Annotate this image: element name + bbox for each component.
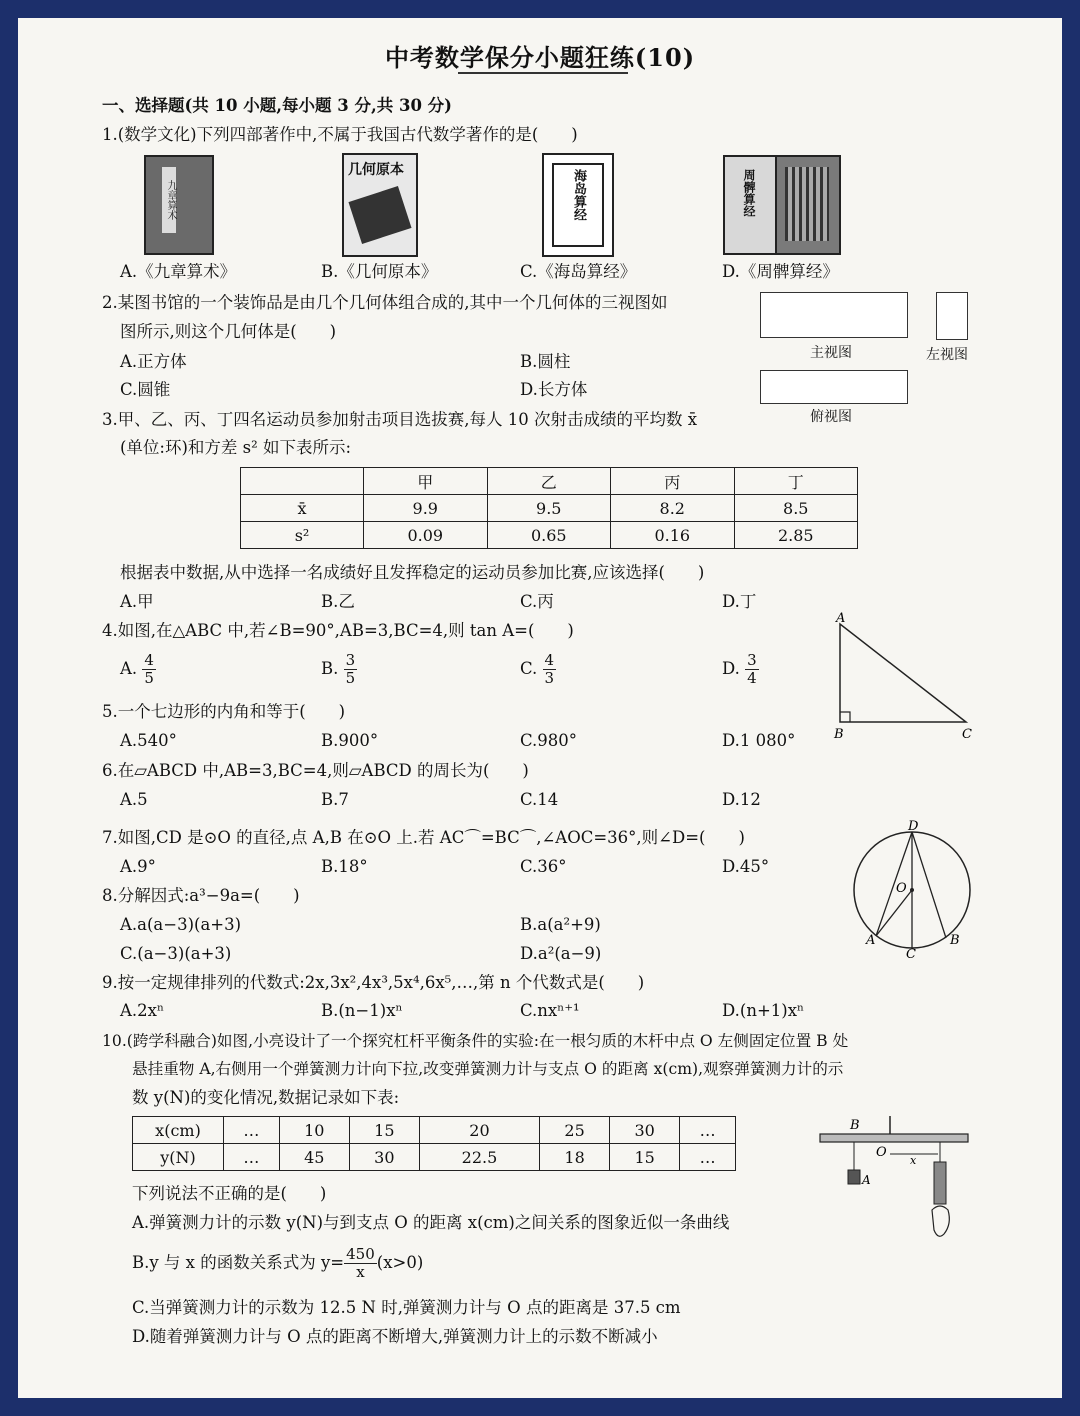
lever-bar: [820, 1134, 968, 1142]
q6-stem: 6.在▱ABCD 中,AB=3,BC=4,则▱ABCD 的周长为( ): [102, 761, 529, 780]
circ-label-c: C: [906, 947, 916, 960]
q10-after: 下列说法不正确的是( ): [132, 1184, 327, 1203]
cover-c-title: 海岛算经: [571, 169, 586, 221]
radius-oa: [876, 890, 912, 936]
q5-option-b: B.900°: [321, 731, 379, 750]
q9-option-c: C.nxⁿ⁺¹: [520, 1001, 580, 1020]
q4-b-label: B.: [321, 659, 339, 678]
q10-y-cell: …: [224, 1144, 280, 1171]
q10-b-post: (x>0): [376, 1253, 424, 1272]
q10-line3: 数 y(N)的变化情况,数据记录如下表:: [132, 1088, 400, 1107]
q10-b-fraction: [344, 1246, 377, 1281]
table-row: [133, 1117, 736, 1144]
q10-x-cell: …: [224, 1117, 280, 1144]
q5-stem: 5.一个七边形的内角和等于( ): [102, 702, 346, 721]
q10-y-cell: 22.5: [419, 1144, 539, 1171]
q10-line1: 10.(跨学科融合)如图,小亮设计了一个探究杠杆平衡条件的实验:在一根匀质的木杆中点 O 左侧固定位置 B 处: [102, 1032, 849, 1050]
q2-option-b: B.圆柱: [520, 352, 571, 371]
q4-option-c: [520, 652, 556, 687]
cover-b-art: [348, 186, 411, 244]
q3-line2: (单位:环)和方差 s² 如下表所示:: [120, 438, 352, 457]
q4-b-num: 3: [345, 651, 356, 669]
q10-option-a: A.弹簧测力计的示数 y(N)与到支点 O 的距离 x(cm)之间关系的图象近似一条曲线: [132, 1213, 730, 1232]
q10-data-table: [132, 1116, 736, 1171]
q10-option-b: [132, 1246, 423, 1281]
lever-label-x: x: [910, 1154, 917, 1167]
q10-b-num: 450: [346, 1245, 375, 1263]
spring-scale: [934, 1162, 946, 1204]
q6-option-d: D.12: [722, 790, 761, 809]
q2-line2: 图所示,则这个几何体是( ): [120, 322, 337, 341]
cover-d-text-lines: [785, 167, 829, 241]
table-row: [241, 522, 858, 549]
q3-var-bing: 0.16: [611, 522, 735, 549]
q5-option-d: D.1 080°: [722, 731, 796, 750]
q1-option-a: A.《九章算术》: [120, 262, 237, 281]
q4-c-den: 3: [544, 669, 555, 687]
tri-label-c: C: [962, 727, 972, 742]
q8-option-b: B.a(a²+9): [520, 915, 601, 934]
q10-option-d: D.随着弹簧测力计与 O 点的距离不断增大,弹簧测力计上的示数不断减小: [132, 1327, 658, 1346]
q4-c-label: C.: [520, 659, 538, 678]
q3-option-a: A.甲: [120, 592, 154, 611]
q3-option-c: C.丙: [520, 592, 554, 611]
q3-th-ding: 丁: [734, 468, 858, 495]
q4-stem: 4.如图,在△ABC 中,若∠B=90°,AB=3,BC=4,则 tan A=( ): [102, 621, 574, 640]
q8-option-a: A.a(a−3)(a+3): [120, 915, 242, 934]
q10-x-header: x(cm): [133, 1117, 224, 1144]
q10-y-cell: 45: [279, 1144, 349, 1171]
section-header: 一、选择题(共 10 小题,每小题 3 分,共 30 分): [102, 96, 452, 115]
q5-option-a: A.540°: [120, 731, 177, 750]
tri-label-b: B: [834, 727, 844, 742]
q3-table-header: [241, 468, 858, 495]
hand-pulling: [932, 1206, 949, 1236]
q10-line2: 悬挂重物 A,右侧用一个弹簧测力计向下拉,改变弹簧测力计与支点 O 的距离 x(cm),观察弹簧测力计的示: [132, 1060, 844, 1078]
q9-option-b: B.(n−1)xⁿ: [321, 1001, 403, 1020]
circ-label-b: B: [950, 933, 960, 948]
q6-option-a: A.5: [120, 790, 148, 809]
q5-option-c: C.980°: [520, 731, 578, 750]
q1-option-b: B.《几何原本》: [321, 262, 438, 281]
weight-a: [848, 1170, 860, 1184]
q3-score-table: [240, 467, 858, 549]
q1-option-c: C.《海岛算经》: [520, 262, 637, 281]
q8-option-d: D.a²(a−9): [520, 944, 602, 963]
cover-b-title: 几何原本: [348, 162, 404, 178]
q4-b-den: 5: [345, 669, 356, 687]
q9-option-d: D.(n+1)xⁿ: [722, 1001, 805, 1020]
q10-x-cell: 30: [610, 1117, 680, 1144]
left-view-rect: [936, 292, 968, 340]
lever-label-b: B: [850, 1118, 860, 1133]
q7-option-c: C.36°: [520, 857, 567, 876]
q8-option-c: C.(a−3)(a+3): [120, 944, 232, 963]
q10-y-cell: …: [680, 1144, 736, 1171]
q3-th-bing: 丙: [611, 468, 735, 495]
q10-x-cell: 15: [349, 1117, 419, 1144]
title-underline: [458, 72, 628, 74]
q3-row-mean-label: x̄: [241, 495, 364, 522]
q4-d-num: 3: [747, 651, 757, 669]
tri-label-a: A: [836, 612, 846, 626]
q10-b-pre: B.y 与 x 的函数关系式为 y=: [132, 1253, 345, 1272]
q10-x-cell: 25: [540, 1117, 610, 1144]
lever-label-a: A: [862, 1173, 871, 1187]
lever-figure: [814, 1114, 974, 1254]
triangle-abc: [840, 624, 966, 722]
q3-line1: 3.甲、乙、丙、丁四名运动员参加射击项目选拔赛,每人 10 次射击成绩的平均数 x̄: [102, 410, 698, 429]
q6-option-c: C.14: [520, 790, 559, 809]
q3-option-b: B.乙: [321, 592, 355, 611]
q10-y-cell: 18: [540, 1144, 610, 1171]
q3-row-var-label: s²: [241, 522, 364, 549]
q3-mean-yi: 9.5: [487, 495, 611, 522]
top-view-rect: [760, 370, 908, 404]
exam-page: [18, 18, 1062, 1398]
q10-y-cell: 30: [349, 1144, 419, 1171]
book-cover-a: [144, 155, 214, 255]
circ-label-d: D: [908, 820, 919, 834]
q10-x-cell: …: [680, 1117, 736, 1144]
q3-var-jia: 0.09: [364, 522, 488, 549]
q4-d-label: D.: [722, 659, 740, 678]
q7-stem: 7.如图,CD 是⊙O 的直径,点 A,B 在⊙O 上.若 AC⌒=BC⌒,∠AOC=36°,则∠D=( ): [102, 828, 745, 847]
front-view-label: 主视图: [810, 345, 852, 361]
q3-th-blank: [241, 468, 364, 495]
q4-option-b: [321, 652, 357, 687]
q8-stem: 8.分解因式:a³−9a=( ): [102, 886, 300, 905]
table-row: [133, 1144, 736, 1171]
q1-stem: 1.(数学文化)下列四部著作中,不属于我国古代数学著作的是( ): [102, 125, 578, 144]
q7-option-d: D.45°: [722, 857, 770, 876]
q10-b-den: x: [356, 1263, 365, 1281]
q10-y-cell: 15: [610, 1144, 680, 1171]
q7-option-a: A.9°: [120, 857, 156, 876]
q4-a-label: A.: [120, 659, 138, 678]
circle-o-figure: [846, 820, 980, 960]
right-angle-mark: [840, 712, 850, 722]
lever-label-o: O: [876, 1145, 887, 1160]
q10-option-c: C.当弹簧测力计的示数为 12.5 N 时,弹簧测力计与 O 点的距离是 37.5 cm: [132, 1298, 681, 1317]
q10-x-cell: 10: [279, 1117, 349, 1144]
q2-option-c: C.圆锥: [120, 380, 171, 399]
circ-label-o: O: [896, 881, 907, 896]
book-cover-d-open: [775, 155, 841, 255]
q3-th-yi: 乙: [487, 468, 611, 495]
q4-d-den: 4: [747, 669, 757, 687]
q4-a-den: 5: [144, 669, 154, 687]
left-view-label: 左视图: [926, 347, 968, 363]
q10-y-header: y(N): [133, 1144, 224, 1171]
book-cover-d: [723, 155, 779, 255]
q4-a-fraction: [142, 652, 156, 687]
q3-mean-jia: 9.9: [364, 495, 488, 522]
q4-option-d: [722, 652, 759, 687]
q4-d-fraction: [745, 652, 759, 687]
chord-db: [912, 832, 946, 938]
center-o-dot: [910, 888, 914, 892]
table-row: [241, 495, 858, 522]
q3-th-jia: 甲: [364, 468, 488, 495]
q3-var-ding: 2.85: [734, 522, 858, 549]
q3-mean-bing: 8.2: [611, 495, 735, 522]
q3-var-yi: 0.65: [487, 522, 611, 549]
cover-a-title: 九章算术: [162, 167, 176, 233]
cover-d-title: 周髀算经: [742, 169, 756, 217]
top-view-label: 俯视图: [810, 409, 852, 425]
triangle-abc-figure: [824, 612, 984, 742]
circ-label-a: A: [866, 933, 876, 948]
q3-after: 根据表中数据,从中选择一名成绩好且发挥稳定的运动员参加比赛,应该选择( ): [120, 563, 705, 582]
q9-stem: 9.按一定规律排列的代数式:2x,3x²,4x³,5x⁴,6x⁵,…,第 n 个代数式是( ): [102, 973, 645, 992]
q2-line1: 2.某图书馆的一个装饰品是由几个几何体组合成的,其中一个几何体的三视图如: [102, 293, 668, 312]
q4-option-a: [120, 652, 156, 687]
q3-mean-ding: 8.5: [734, 495, 858, 522]
q1-option-d: D.《周髀算经》: [722, 262, 839, 281]
q2-option-a: A.正方体: [120, 352, 187, 371]
book-cover-b: [342, 153, 418, 257]
book-cover-c: [542, 153, 614, 257]
q4-c-num: 4: [544, 651, 555, 669]
q6-option-b: B.7: [321, 790, 349, 809]
q7-option-b: B.18°: [321, 857, 368, 876]
q3-option-d: D.丁: [722, 592, 757, 611]
q10-x-cell: 20: [419, 1117, 539, 1144]
q4-a-num: 4: [144, 651, 154, 669]
q2-option-d: D.长方体: [520, 380, 588, 399]
q9-option-a: A.2xⁿ: [120, 1001, 165, 1020]
q4-b-fraction: [344, 652, 358, 687]
q4-c-fraction: [543, 652, 557, 687]
page-title: 中考数学保分小题狂练(10): [384, 43, 696, 72]
front-view-rect: [760, 292, 908, 338]
